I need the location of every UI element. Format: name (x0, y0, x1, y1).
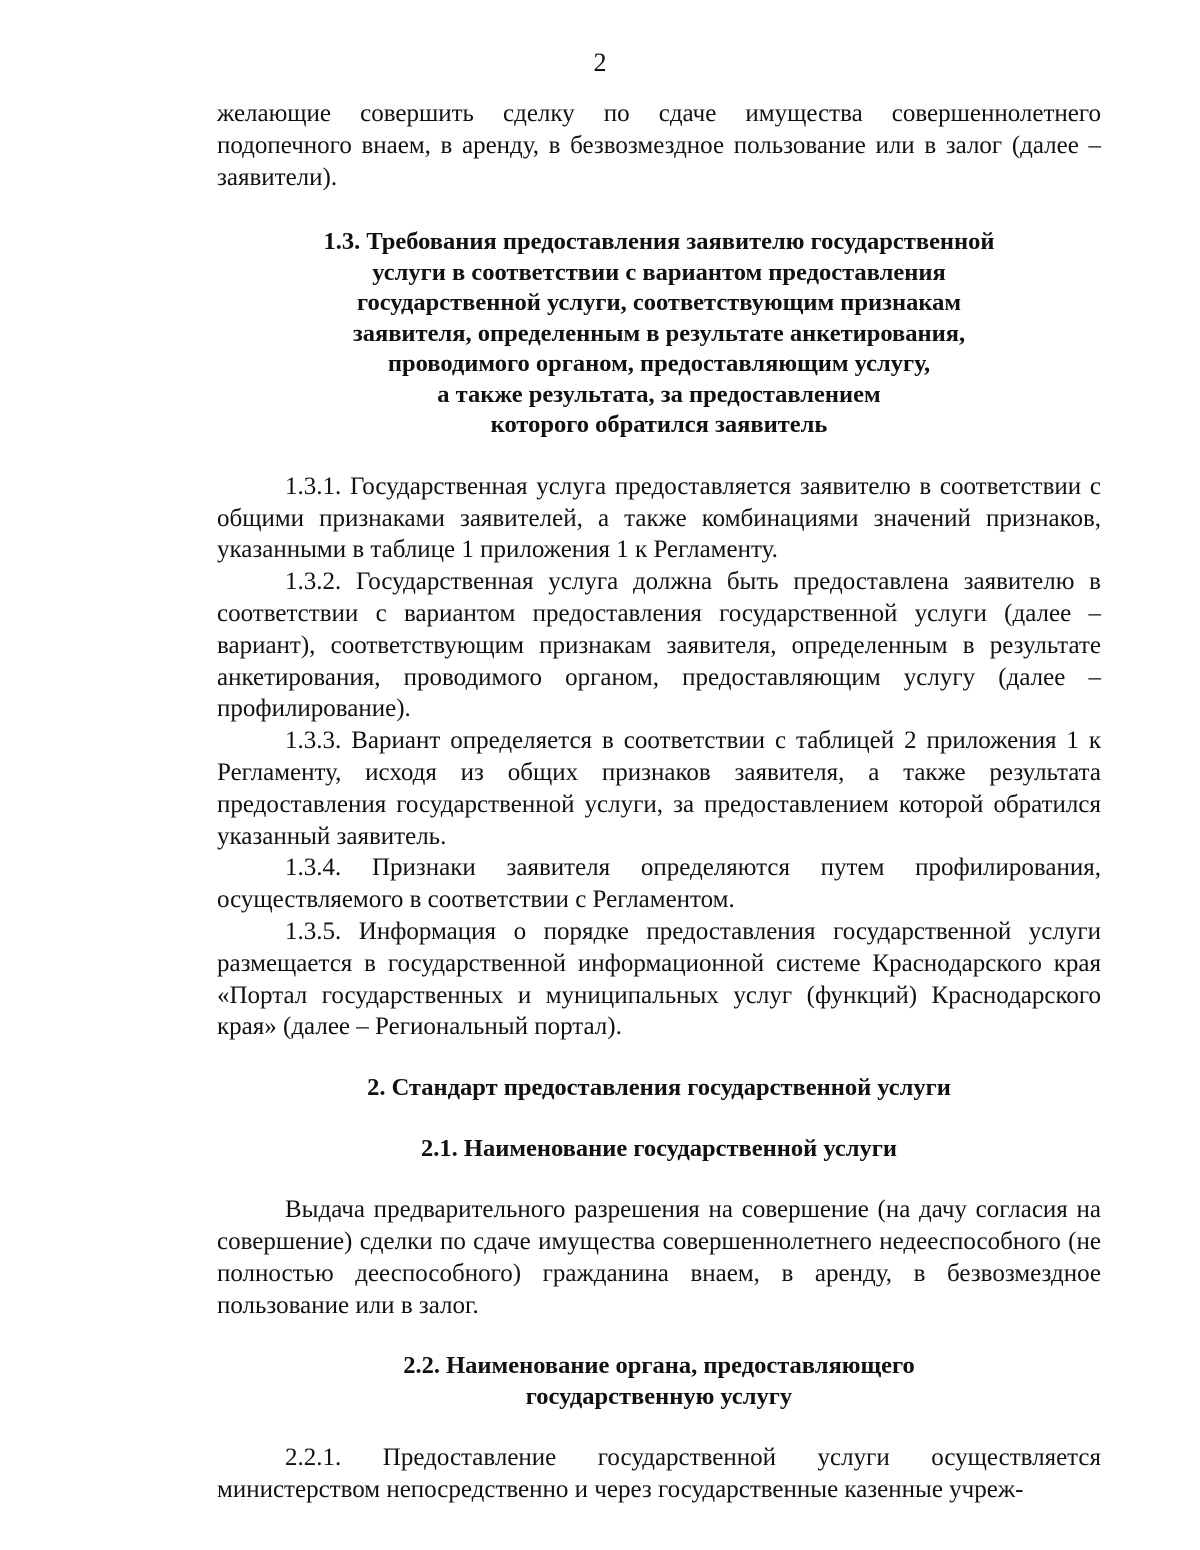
intro-paragraph: желающие совершить сделку по сдаче имущества совершеннолетнего подопечного внаем, в аренду, в безвозмездное пользование или в залог (далее – заявители). (217, 100, 1101, 191)
paragraph-1-3-2: 1.3.2. Государственная услуга должна быть предоставлена заявителю в соответствии с вариантом предоставления государственной услуги (далее – вариант), соответствующим признакам заявителя, определенным в результате анкетирования, проводимого органом, предоставляющим услугу (далее – профилирование). (217, 568, 1101, 723)
heading-line: государственную услугу (525, 1382, 793, 1410)
heading-line: проводимого органом, предоставляющим услугу, (387, 350, 931, 378)
section-2-heading: 2. Стандарт предоставления государственной услуги (367, 1074, 951, 1102)
section-2-2-heading (217, 1351, 1101, 1412)
heading-line: услуги в соответствии с вариантом предоставления (372, 258, 946, 286)
paragraph-2-1: Выдача предварительного разрешения на совершение (на дачу согласия на совершение) сделки по сдаче имущества совершеннолетнего недееспособного (не полностью дееспособного) гражданина внаем, в аренду, в безвозмездное пользование или в залог. (217, 1196, 1101, 1319)
paragraph-1-3-3: 1.3.3. Вариант определяется в соответствии с таблицей 2 приложения 1 к Регламенту, исходя из общих признаков заявителя, а также результата предоставления государственной услуги, за предоставлением которой обратился указанный заявитель. (217, 727, 1101, 850)
paragraph-1-3-5: 1.3.5. Информация о порядке предоставления государственной услуги размещается в государственной информационной системе Краснодарского края «Портал государственных и муниципальных услуг (функций) Краснодарского края» (далее – Региональный портал). (217, 918, 1101, 1041)
heading-line: государственной услуги, соответствующим признакам (356, 289, 962, 317)
section-2-1-heading: 2.1. Наименование государственной услуги (421, 1134, 897, 1162)
heading-line: заявителя, определенным в результате анкетирования, (352, 319, 966, 347)
page-number: 2 (593, 48, 607, 77)
paragraph-2-2-1: 2.2.1. Предоставление государственной услуги осуществляется министерством непосредственно и через государственные казенные учреж- (217, 1444, 1101, 1504)
heading-line: а также результата, за предоставлением (437, 380, 881, 408)
page-content (217, 98, 1101, 1506)
heading-line: 1.3. Требования предоставления заявителю государственной (323, 228, 995, 256)
paragraph-1-3-4: 1.3.4. Признаки заявителя определяются путем профилирования, осуществляемого в соответствии с Регламентом. (217, 854, 1101, 914)
heading-line: которого обратился заявитель (490, 411, 828, 439)
heading-line: 2.2. Наименование органа, предоставляющего (403, 1352, 915, 1380)
paragraph-1-3-1: 1.3.1. Государственная услуга предоставляется заявителю в соответствии с общими признаками заявителей, а также комбинациями значений признаков, указанными в таблице 1 приложения 1 к Регламенту. (217, 472, 1101, 564)
section-1-3-heading (217, 227, 1101, 441)
